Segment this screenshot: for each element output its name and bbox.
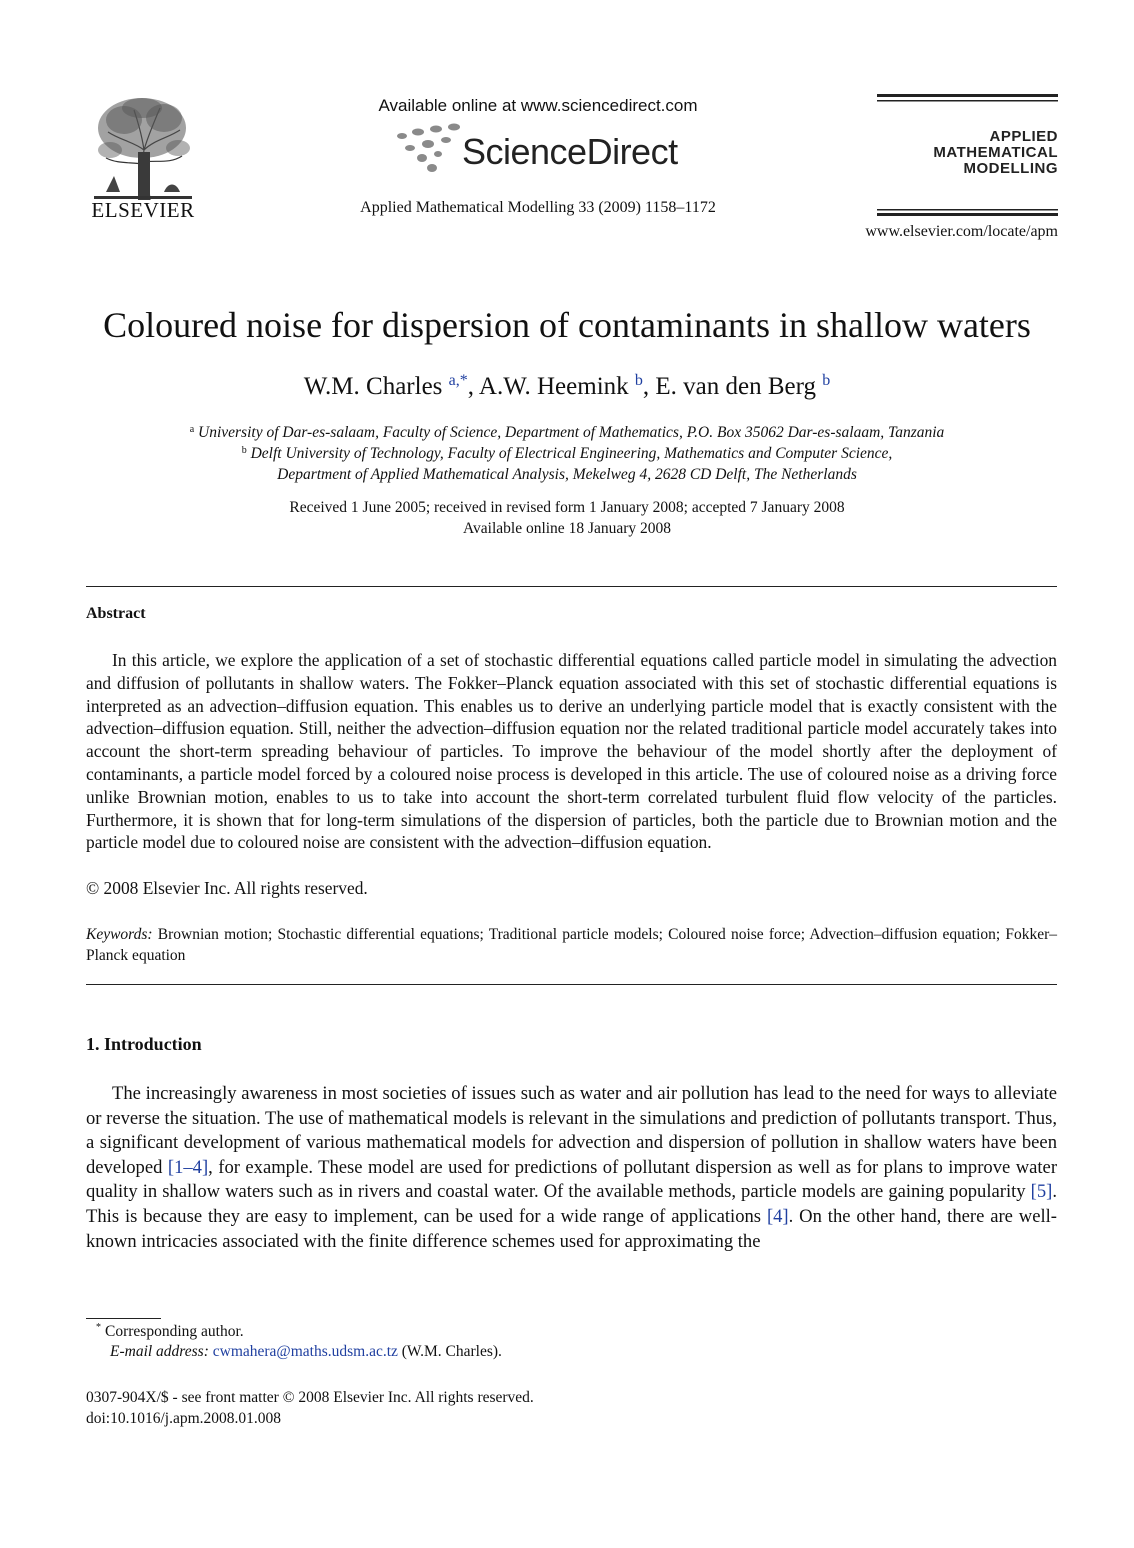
- author-affiliation-mark[interactable]: a,*: [448, 372, 468, 389]
- article-title: Coloured noise for dispersion of contaminants in shallow waters: [103, 305, 1031, 345]
- sciencedirect-wordmark: ScienceDirect: [462, 131, 678, 172]
- citation-link[interactable]: [1–4]: [167, 1156, 209, 1178]
- footnote-text: Corresponding author.: [105, 1323, 244, 1340]
- journal-reference: Applied Mathematical Modelling 33 (2009) 1158–1172: [360, 199, 716, 216]
- author-name: E. van den Berg: [655, 373, 816, 400]
- journal-logo-bottom-rule: [877, 209, 1058, 219]
- intro-text: The increasingly awareness in most societies of issues such as water and air pollution has lead to the need for ways to alleviate or reverse the situation. The use of mathematical models is relevant in the simulations and prediction of pollutants transport. Thus, a significant development of various mathematical models for advection and dispersion of pollution in shallow waters have been developed: [86, 1083, 1057, 1178]
- email-link[interactable]: cwmahera@maths.udsm.ac.tz: [212, 1343, 398, 1360]
- journal-url-link[interactable]: www.elsevier.com/locate/apm: [865, 223, 1058, 240]
- email-owner: (W.M. Charles).: [401, 1343, 502, 1360]
- introduction-paragraph: [86, 1082, 1057, 1254]
- received-dates: Received 1 June 2005; received in revised form 1 January 2008; accepted 7 January 2008: [289, 499, 845, 516]
- section-heading-introduction: 1. Introduction: [86, 1034, 202, 1054]
- intro-text: . This is because they are easy to implement, can be used for a wide range of applications: [86, 1181, 1057, 1227]
- author-name: A.W. Heemink: [478, 373, 629, 400]
- affiliation-text: University of Dar-es-salaam, Faculty of Science, Department of Mathematics, P.O. Box 35062 Dar-es-salaam, Tanzania: [198, 424, 945, 441]
- front-matter-note: 0307-904X/$ - see front matter © 2008 Elsevier Inc. All rights reserved.: [86, 1389, 534, 1406]
- intro-text: , for example. These model are used for predictions of pollutant dispersion as well as for plans to improve water quality in shallow waters such as in rivers and coastal water. Of the available methods, particle models are gaining popularity: [86, 1156, 1058, 1203]
- abstract-heading: Abstract: [86, 605, 146, 622]
- email-footnote: [110, 1343, 502, 1361]
- journal-logo-line: MODELLING: [963, 160, 1058, 177]
- citation-link[interactable]: [5]: [1030, 1181, 1053, 1203]
- available-online-text: Available online at www.sciencedirect.com: [378, 96, 698, 115]
- affiliation-b-continued: Department of Applied Mathematical Analysis, Mekelweg 4, 2628 CD Delft, The Netherlands: [277, 466, 857, 483]
- journal-logo-top-rule: [877, 94, 1058, 104]
- affiliation-a: [60, 424, 1074, 442]
- author-affiliation-mark[interactable]: b: [634, 372, 643, 389]
- citation-link[interactable]: [4]: [766, 1205, 789, 1227]
- intro-text: . On the other hand, there are well-known intricacies associated with the finite difference schemes used for approximating the: [86, 1205, 1057, 1252]
- journal-logo-line: APPLIED: [989, 128, 1058, 145]
- affiliation-mark: b: [241, 445, 247, 456]
- journal-logo: [877, 129, 1058, 177]
- author-name: W.M. Charles: [303, 373, 443, 400]
- doi: doi:10.1016/j.apm.2008.01.008: [86, 1410, 282, 1427]
- footnote-mark: *: [96, 1322, 101, 1333]
- author-list: W.M. Charles $^{a,*}$, A.W. Heemink $^b$, E. van den Berg $^b$: [303, 372, 831, 400]
- journal-logo-line: MATHEMATICAL: [933, 144, 1058, 161]
- affiliation-mark: a: [189, 424, 195, 435]
- abstract-copyright: © 2008 Elsevier Inc. All rights reserved.: [86, 878, 368, 898]
- footnote-rule: [86, 1318, 161, 1319]
- keywords-label: Keywords:: [86, 926, 153, 943]
- author-affiliation-mark[interactable]: b: [822, 372, 831, 389]
- affiliation-b: [60, 445, 1074, 463]
- abstract-text: In this article, we explore the application of a set of stochastic differential equations called particle model in simulating the advection and diffusion of pollutants in shallow waters. The Fokker–Planck equation associated with this set of stochastic differential equations is interpreted as an advection–diffusion equation. This enables us to derive an underlying particle model that is exactly consistent with the advection–diffusion equation. Still, neither the advection–diffusion equation nor the related traditional particle model accurately takes into account the short-term spreading behaviour of particles. To improve the behaviour of the model shortly after the deployment of contaminants, a particle model forced by a coloured noise process is developed in this article. The use of coloured noise as a driving force unlike Brownian motion, enables to us to take into account the short-term correlated turbulent fluid flow velocity of the particles. Furthermore, it is shown that for long-term simulations of the dispersion of particles, both the particle due to Brownian motion and the particle model due to coloured noise are consistent with the advection–diffusion equation.: [86, 650, 1057, 853]
- keywords: [86, 924, 1057, 966]
- abstract-top-rule: [86, 586, 1057, 587]
- publisher-name: ELSEVIER: [91, 198, 195, 222]
- abstract-bottom-rule: [86, 984, 1057, 985]
- available-online-date: Available online 18 January 2008: [462, 520, 672, 537]
- affiliation-text: Delft University of Technology, Faculty of Electrical Engineering, Mathematics and Computer Science,: [250, 445, 893, 462]
- corresponding-author-note: [86, 1322, 244, 1341]
- keywords-list: Brownian motion; Stochastic differential equations; Traditional particle models; Coloured noise force; Advection–diffusion equation; Fokker–Planck equation: [86, 926, 1058, 964]
- email-label: E-mail address:: [110, 1343, 209, 1360]
